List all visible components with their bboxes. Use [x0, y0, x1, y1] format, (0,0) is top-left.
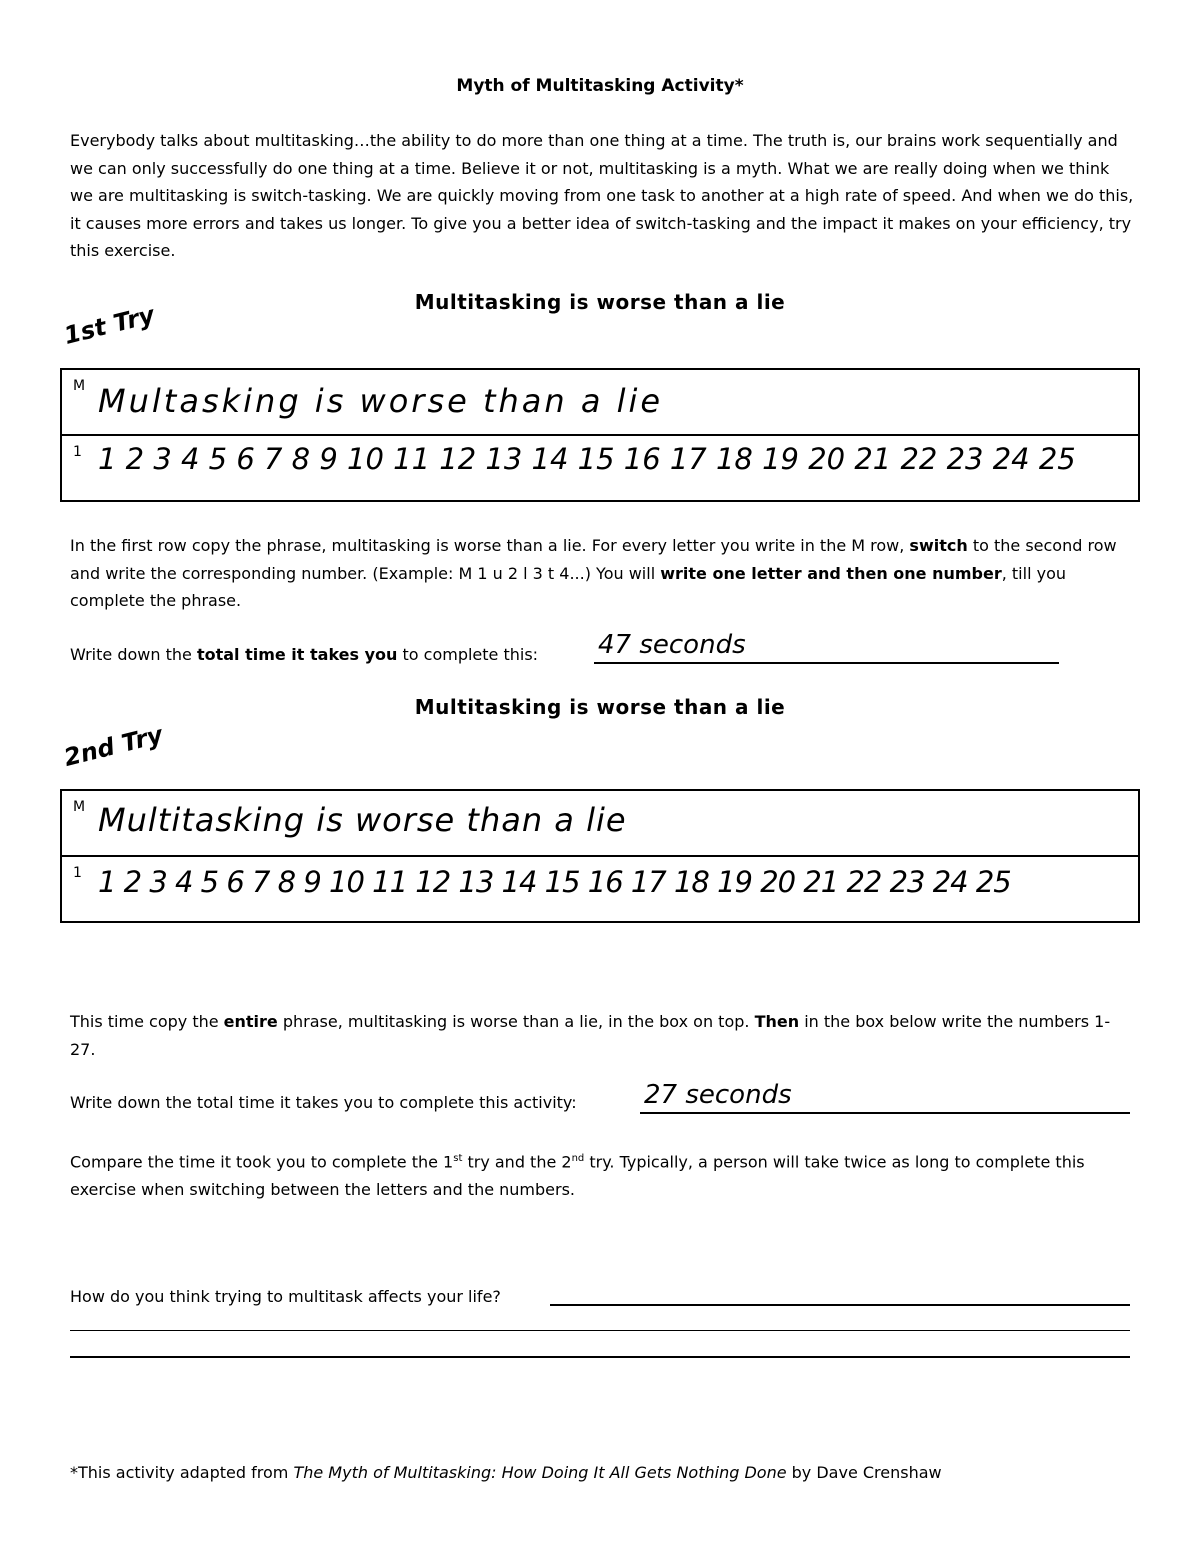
instructions-2-text-a: This time copy the — [70, 1012, 224, 1031]
compare-sup-nd: nd — [571, 1153, 585, 1164]
instructions-2-text-b: phrase, multitasking is worse than a lie, in the box on top. — [277, 1012, 755, 1031]
instructions-2-bold-b: Then — [754, 1012, 800, 1031]
answer-line-2[interactable] — [70, 1330, 1130, 1331]
instructions-1-text-b: to the second row and write the corresponding number. (Example: M 1 u 2 l 3 t 4...) You will — [70, 536, 1117, 583]
try2-letter-row[interactable] — [62, 791, 1138, 855]
first-try-stamp: 1st Try — [61, 300, 158, 350]
row-label-1: 1 — [73, 444, 82, 460]
time-1-prompt — [70, 645, 538, 664]
compare-paragraph — [70, 1145, 1135, 1203]
footnote-text-b: by Dave Crenshaw — [786, 1463, 942, 1482]
time-1-answer-line[interactable] — [594, 628, 1059, 664]
phrase-heading-1: Multitasking is worse than a lie — [414, 290, 786, 314]
time-1-answer: 47 seconds — [598, 630, 746, 660]
compare-sup-st: st — [453, 1153, 463, 1164]
try2-letter-handwriting: Multitasking is worse than a lie — [98, 801, 627, 839]
try2-box — [60, 789, 1140, 923]
phrase-heading-2: Multitasking is worse than a lie — [414, 695, 786, 719]
instructions-2 — [70, 1008, 1135, 1063]
instructions-1-bold-a: switch — [909, 536, 968, 555]
time-1-text-a: Write down the — [70, 645, 197, 664]
row-label-m: M — [73, 378, 86, 394]
instructions-1-bold-b: write one letter and then one number — [660, 563, 1002, 583]
footnote-text-a: *This activity adapted from — [70, 1463, 294, 1482]
time-2-answer-line[interactable] — [640, 1078, 1130, 1114]
instructions-1-text-a: In the first row copy the phrase, multitasking is worse than a lie. For every letter you write in the M row, — [70, 536, 910, 555]
answer-line-1[interactable] — [550, 1290, 1130, 1306]
row-label-m: M — [73, 799, 86, 815]
compare-text-b: try and the 2 — [462, 1152, 572, 1172]
instructions-2-text-c: in the box below write the numbers 1-27. — [70, 1012, 1111, 1059]
time-2-answer: 27 seconds — [644, 1080, 792, 1110]
try1-letter-row[interactable] — [62, 370, 1138, 434]
page-title: Myth of Multitasking Activity* — [456, 76, 744, 96]
compare-text-c: try. Typically, a person will take twice as long to complete this exercise when switching between the letters and the numbers. — [70, 1152, 1085, 1199]
row-label-1: 1 — [73, 865, 82, 881]
try1-letter-handwriting: Multasking is worse than a lie — [98, 382, 664, 420]
try2-number-row[interactable] — [62, 855, 1138, 921]
instructions-2-bold-a: entire — [223, 1012, 278, 1031]
try2-number-handwriting: 1 2 3 4 5 6 7 8 9 10 11 12 13 14 15 16 17 18 19 20 21 22 23 24 25 — [98, 865, 1011, 899]
instructions-1 — [70, 532, 1135, 615]
time-1-text-b: to complete this: — [397, 645, 539, 664]
second-try-stamp: 2nd Try — [61, 720, 166, 772]
time-1-bold: total time it takes you — [196, 645, 398, 664]
answer-line-3[interactable] — [70, 1356, 1130, 1358]
compare-text-a: Compare the time it took you to complete the 1 — [70, 1152, 454, 1172]
instructions-1-text-c: , till you complete the phrase. — [70, 563, 1066, 610]
footnote-book-title: The Myth of Multitasking: How Doing It All Gets Nothing Done — [293, 1463, 787, 1482]
try1-number-handwriting: 1 2 3 4 5 6 7 8 9 10 11 12 13 14 15 16 17 18 19 20 21 22 23 24 25 — [98, 442, 1076, 476]
time-2-prompt: Write down the total time it takes you to complete this activity: — [70, 1093, 577, 1112]
footnote — [70, 1463, 942, 1482]
reflection-question: How do you think trying to multitask affects your life? — [70, 1287, 501, 1306]
try1-box — [60, 368, 1140, 502]
try1-number-row[interactable] — [62, 434, 1138, 500]
intro-paragraph: Everybody talks about multitasking…the ability to do more than one thing at a time. The truth is, our brains work sequentially and we can only successfully do one thing at a time. Believe it or not, multitasking is a myth. What we are really doing when we think we are multitasking is switch-tasking. We are quickly moving from one task to another at a high rate of speed. And when we do this, it causes more errors and takes us longer. To give you a better idea of switch-tasking and the impact it makes on your efficiency, try this exercise. — [70, 131, 1134, 260]
